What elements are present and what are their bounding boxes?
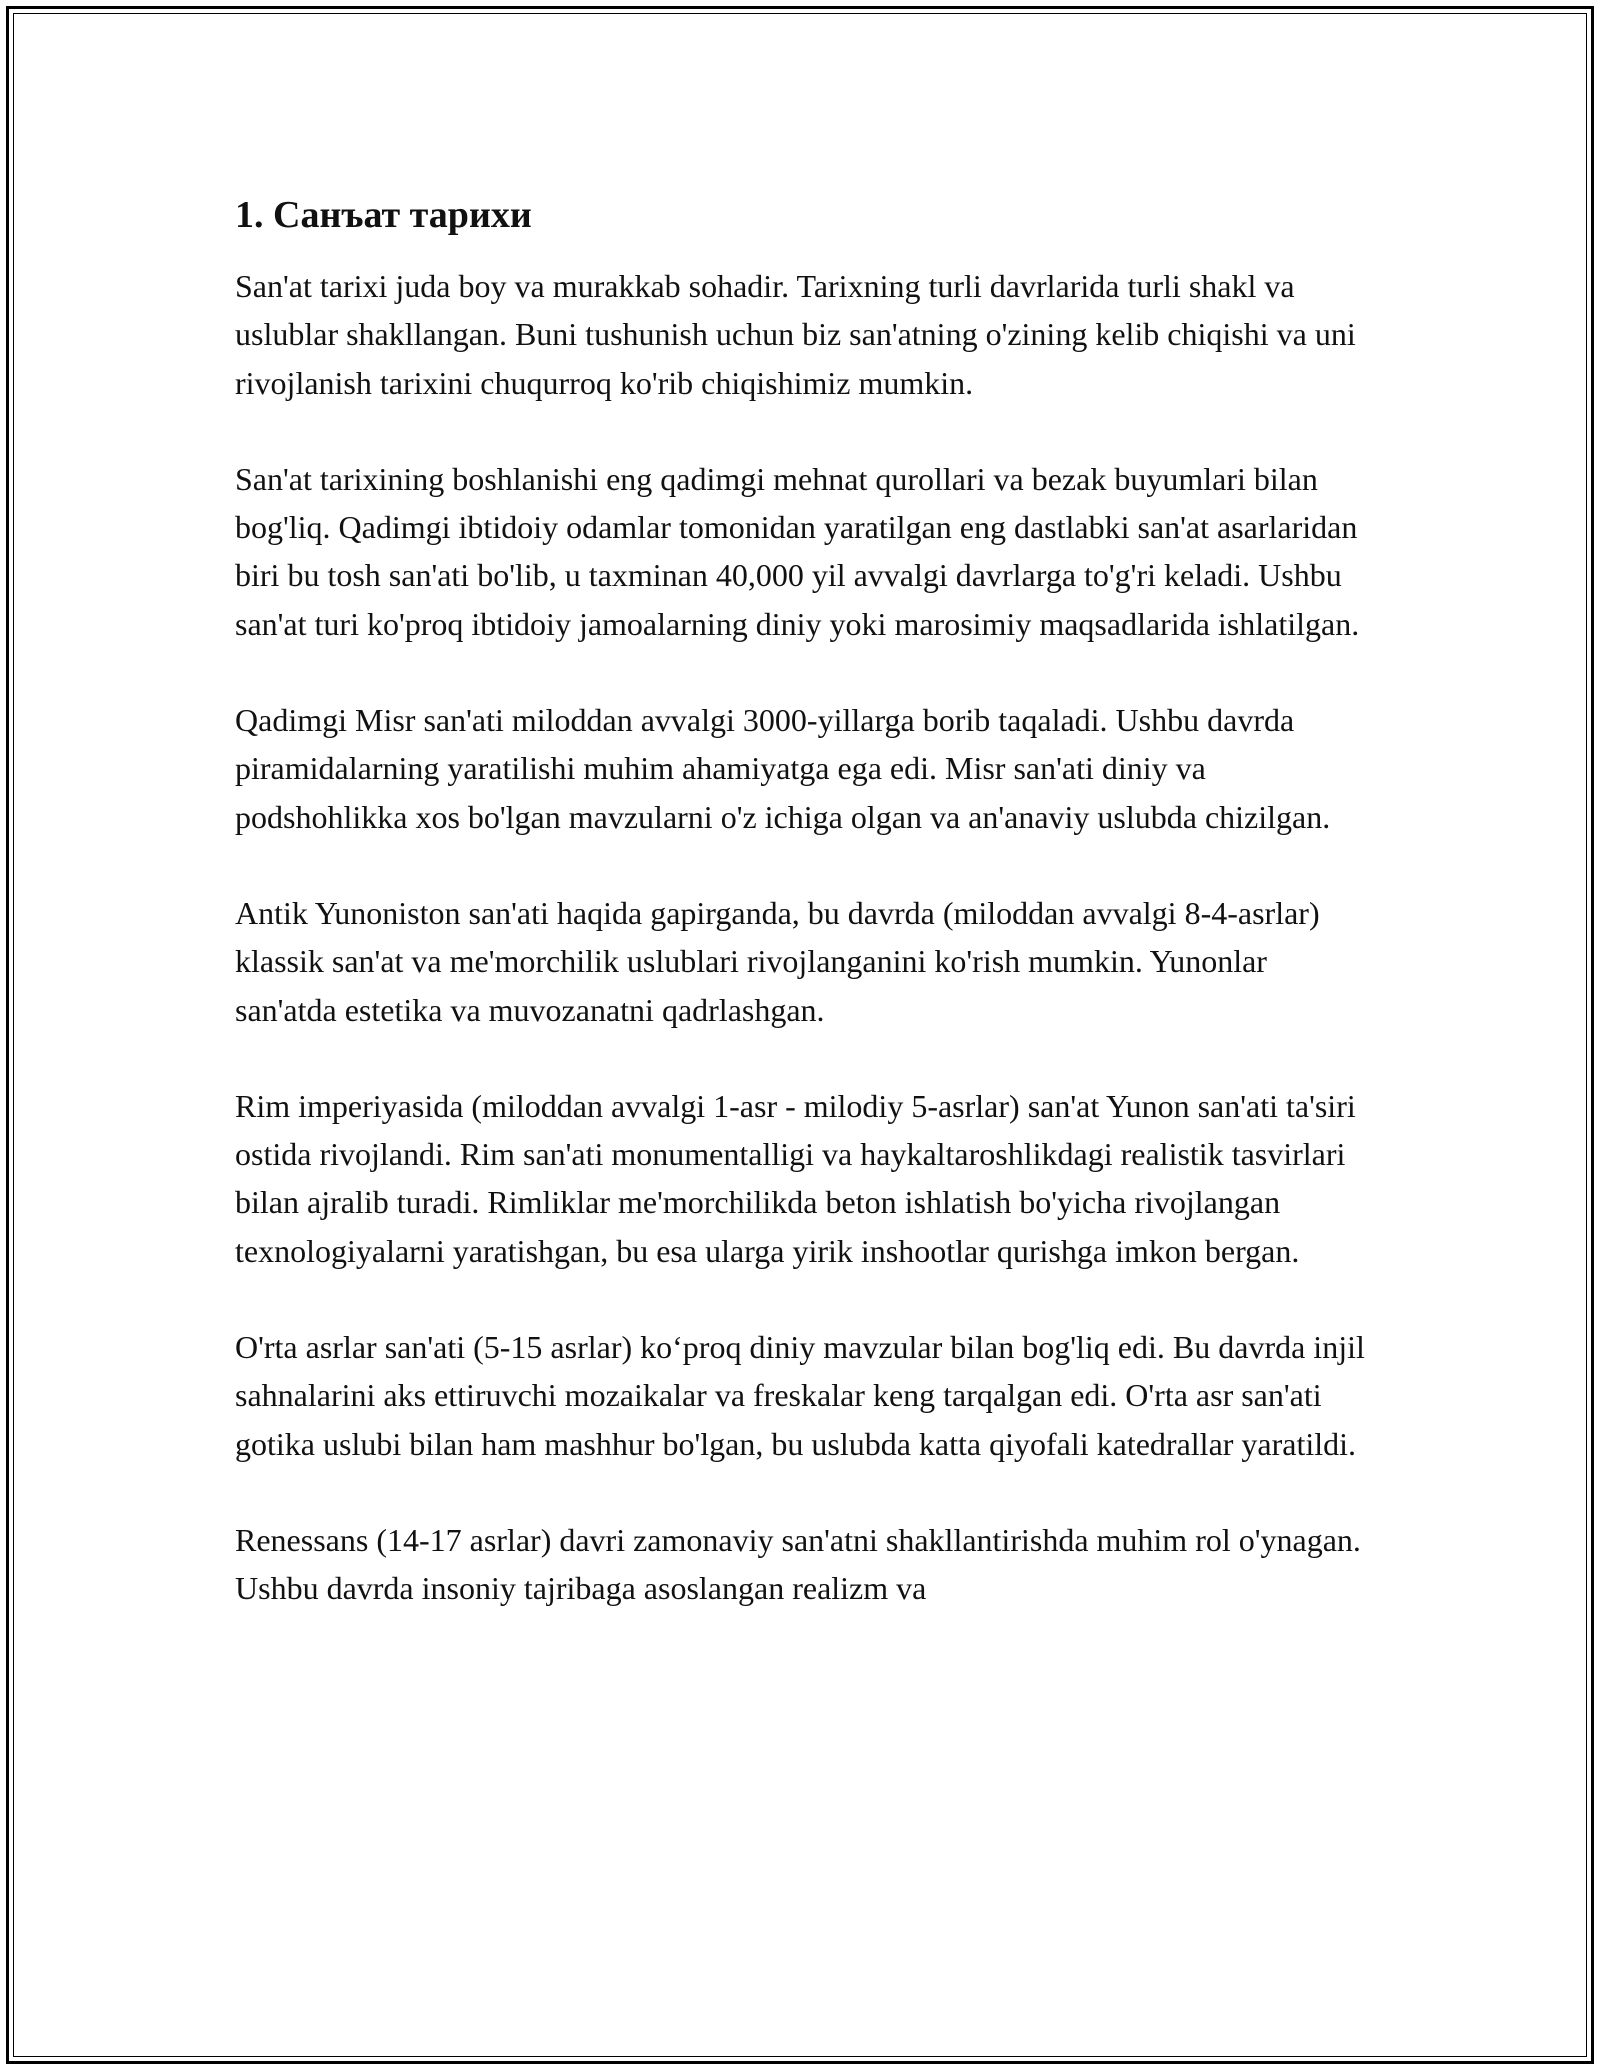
paragraph-prehistoric: San'at tarixining boshlanishi eng qadimgi mehnat qurollari va bezak buyumlari bilan bog'liq. Qadimgi ibtidoiy odamlar tomonidan yaratilgan eng dastlabki san'at asarlaridan biri bu tosh san'ati bo'lib, u taxminan 40,000 yil avvalgi davrlarga to'g'ri keladi. Ushbu san'at turi ko'proq ibtidoiy jamoalarning diniy yoki marosimiy maqsadlarida ishlatilgan. [235,460,1360,642]
document-body [235,190,1365,1661]
paragraph-egypt: Qadimgi Misr san'ati miloddan avvalgi 3000-yillarga borib taqaladi. Ushbu davrda piramidalarning yaratilishi muhim ahamiyatga ega edi. Misr san'ati diniy va podshohlikka xos bo'lgan mavzularni o'z ichiga olgan va an'anaviy uslubda chizilgan. [235,702,1331,835]
paragraph-renaissance: Renessans (14-17 asrlar) davri zamonaviy san'atni shakllantirishda muhim rol o'ynagan. Ushbu davrda insoniy tajribaga asoslangan realizm va [235,1521,1361,1607]
paragraph-greece: Antik Yunoniston san'ati haqida gapirganda, bu davrda (miloddan avvalgi 8-4-asrlar) klassik san'at va me'morchilik uslublari rivojlanganini ko'rish mumkin. Yunonlar san'atda estetika va muvozanatni qadrlashgan. [235,894,1320,1028]
paragraph-intro: San'at tarixi juda boy va murakkab sohadir. Tarixning turli davrlarida turli shakl va uslublar shakllangan. Buni tushunish uchun biz san'atning o'zining kelib chiqishi va uni rivojlanish tarixini chuqurroq ko'rib chiqishimiz mumkin. [235,268,1356,401]
section-heading: 1. Санъат тарихи [235,194,532,236]
paragraph-middle-ages: O'rta asrlar san'ati (5-15 asrlar) ko‘proq diniy mavzular bilan bog'liq edi. Bu davrda injil sahnalarini aks ettiruvchi mozaikalar va freskalar keng tarqalgan edi. O'rta asr san'ati gotika uslubi bilan ham mashhur bo'lgan, bu uslubda katta qiyofali katedrallar yaratildi. [235,1329,1365,1462]
paragraph-rome: Rim imperiyasida (miloddan avvalgi 1-asr - milodiy 5-asrlar) san'at Yunon san'ati ta'siri ostida rivojlandi. Rim san'ati monumentalligi va haykaltaroshlikdagi realistik tasvirlari bilan ajralib turadi. Rimliklar me'morchilikda beton ishlatish bo'yicha rivojlangan texnologiyalarni yaratishgan, bu esa ularga yirik inshootlar qurishga imkon bergan. [235,1087,1356,1269]
